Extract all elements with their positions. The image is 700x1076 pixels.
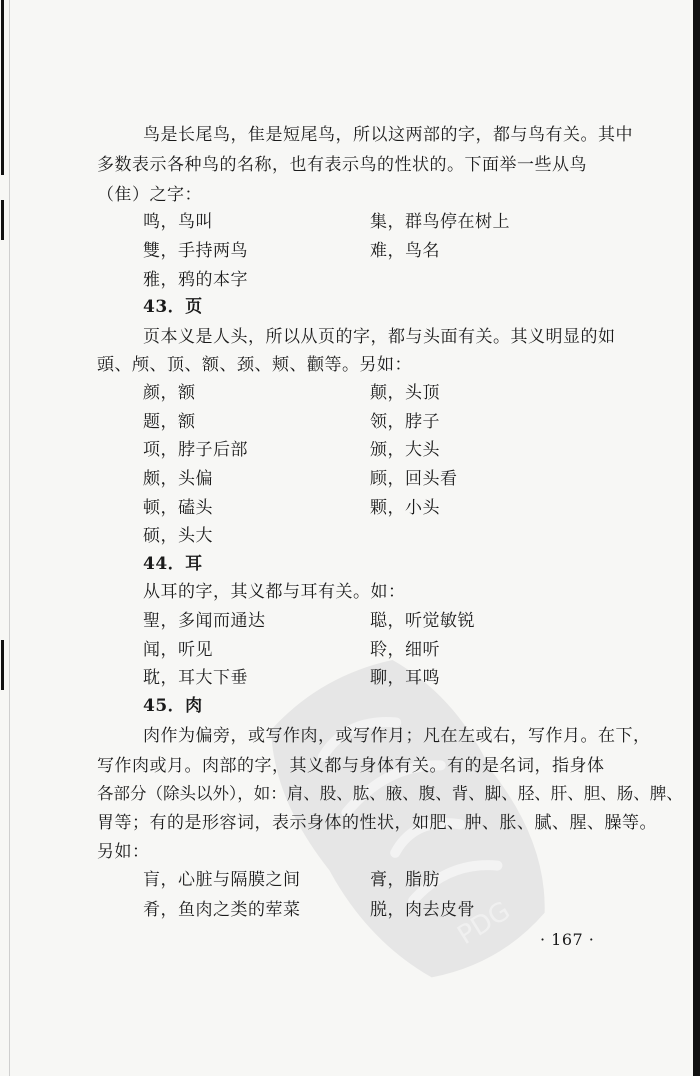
section-heading: 44．耳: [143, 554, 203, 574]
text-line: 肉作为偏旁，或写作肉，或写作月；凡在左或右，写作月。在下，: [143, 726, 651, 746]
entry-left: 硕，头大: [143, 526, 213, 546]
entry-left: 项，脖子后部: [143, 440, 248, 460]
text-line: 胃等；有的是形容词，表示身体的性状，如肥、肿、胀、腻、腥、臊等。: [97, 813, 657, 833]
entry-right: 颁，大头: [370, 440, 440, 460]
entry-left: 聖，多闻而通达: [143, 611, 266, 631]
text-line: 写作肉或月。肉部的字，其义都与身体有关。有的是名词，指身体: [97, 756, 605, 776]
entry-right: 难，鸟名: [370, 241, 440, 261]
entry-right: 聪，听觉敏锐: [370, 611, 475, 631]
entry-right: 膏，脂肪: [370, 870, 440, 890]
watermark-text: PDG: [452, 895, 516, 951]
section-heading: 45．肉: [143, 696, 203, 716]
entry-left: 肓，心脏与隔膜之间: [143, 870, 301, 890]
text-line: 鸟是长尾鸟，隹是短尾鸟，所以这两部的字，都与鸟有关。其中: [143, 125, 633, 145]
entry-right: 领，脖子: [370, 412, 440, 432]
entry-right: 聊，耳鸣: [370, 668, 440, 688]
page-left-edge: [0, 0, 10, 1076]
entry-left: 肴，鱼肉之类的荤菜: [143, 900, 301, 920]
scan-edge-mark: [1, 0, 4, 175]
entry-left: 颇，头偏: [143, 469, 213, 489]
entry-left: 题，额: [143, 412, 196, 432]
page-right-edge: [693, 0, 700, 1076]
text-line: 从耳的字，其义都与耳有关。如：: [143, 582, 406, 602]
text-line: 頭、颅、顶、额、颈、颊、颧等。另如：: [97, 355, 412, 375]
entry-right: 顾，回头看: [370, 469, 458, 489]
entry-left: 耽，耳大下垂: [143, 668, 248, 688]
entry-left: 闻，听见: [143, 640, 213, 660]
text-line: （隹）之字：: [97, 185, 202, 205]
entry-right: 颗，小头: [370, 498, 440, 518]
entry-right: 集，群鸟停在树上: [370, 212, 510, 232]
text-line: 各部分（除头以外），如：肩、股、肱、腋、腹、背、脚、胫、肝、胆、肠、脾、: [97, 784, 683, 803]
entry-right: 聆，细听: [370, 640, 440, 660]
entry-right: 颠，头顶: [370, 383, 440, 403]
entry-right: 脱，肉去皮骨: [370, 900, 475, 920]
entry-left: 顿，磕头: [143, 498, 213, 518]
text-line: 页本义是人头，所以从页的字，都与头面有关。其义明显的如: [143, 327, 616, 347]
entry-left: 鸣，鸟叫: [143, 212, 213, 232]
scan-edge-mark: [1, 200, 4, 240]
entry-left: 颜，额: [143, 383, 196, 403]
page-number: · 167 ·: [540, 930, 595, 949]
text-line: 多数表示各种鸟的名称，也有表示鸟的性状的。下面举一些从鸟: [97, 155, 587, 175]
entry-left: 雅，鸦的本字: [143, 270, 248, 290]
text-line: 另如：: [97, 842, 150, 862]
scan-edge-mark: [1, 640, 4, 690]
entry-left: 雙，手持两鸟: [143, 241, 248, 261]
section-heading: 43．页: [143, 297, 203, 317]
